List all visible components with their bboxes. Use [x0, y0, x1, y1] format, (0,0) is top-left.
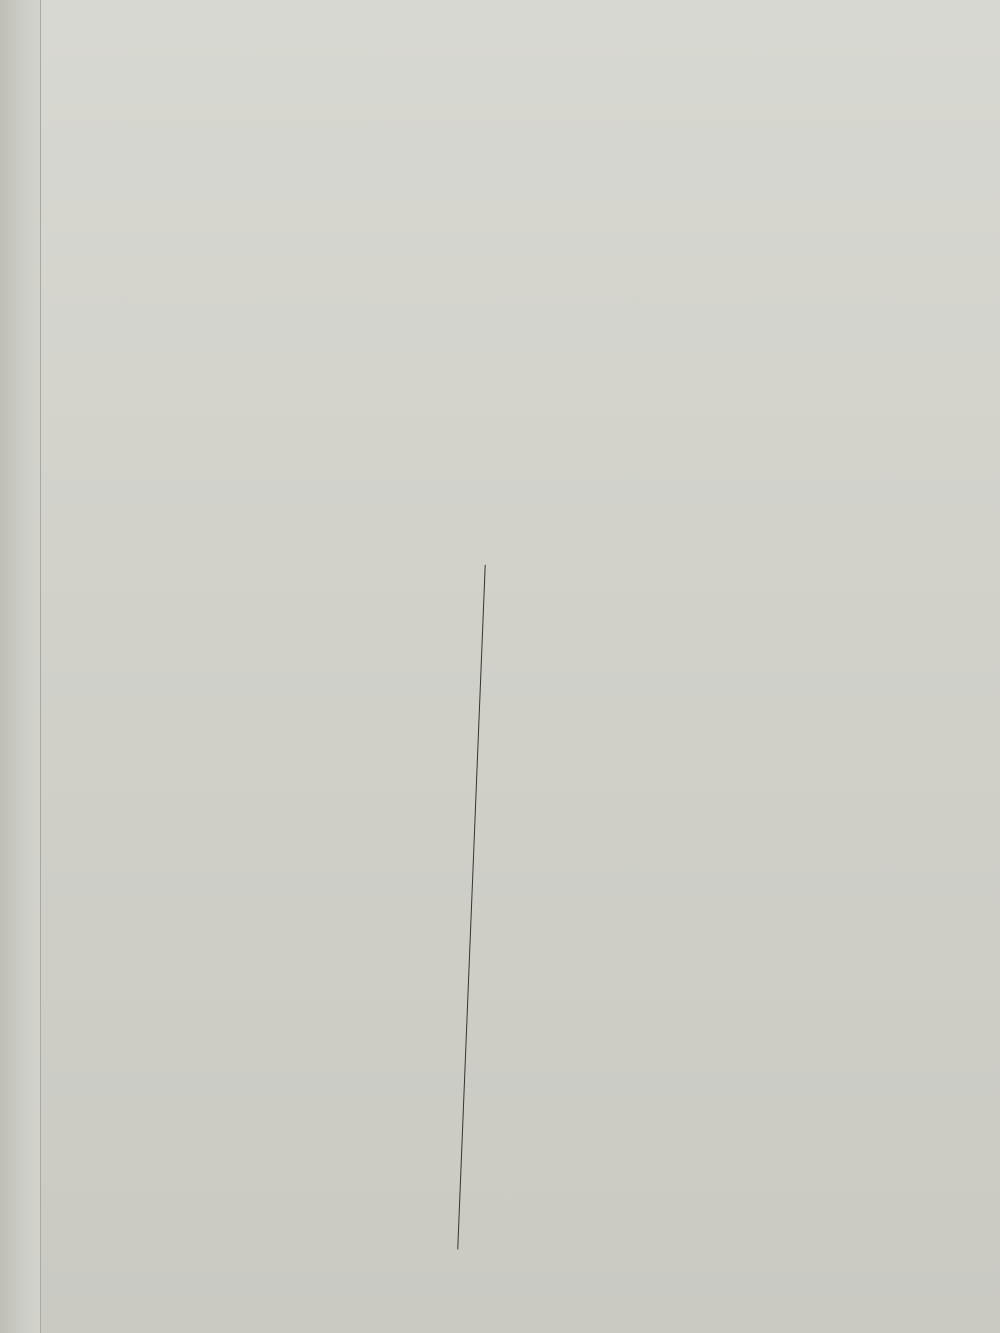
left-contents-column — [56, 595, 461, 611]
column-divider — [457, 565, 485, 1249]
section-heading-line2 — [118, 559, 448, 572]
main-contents-list — [103, 226, 837, 255]
section-heading-line1 — [119, 535, 449, 548]
right-contents-column — [502, 569, 814, 582]
